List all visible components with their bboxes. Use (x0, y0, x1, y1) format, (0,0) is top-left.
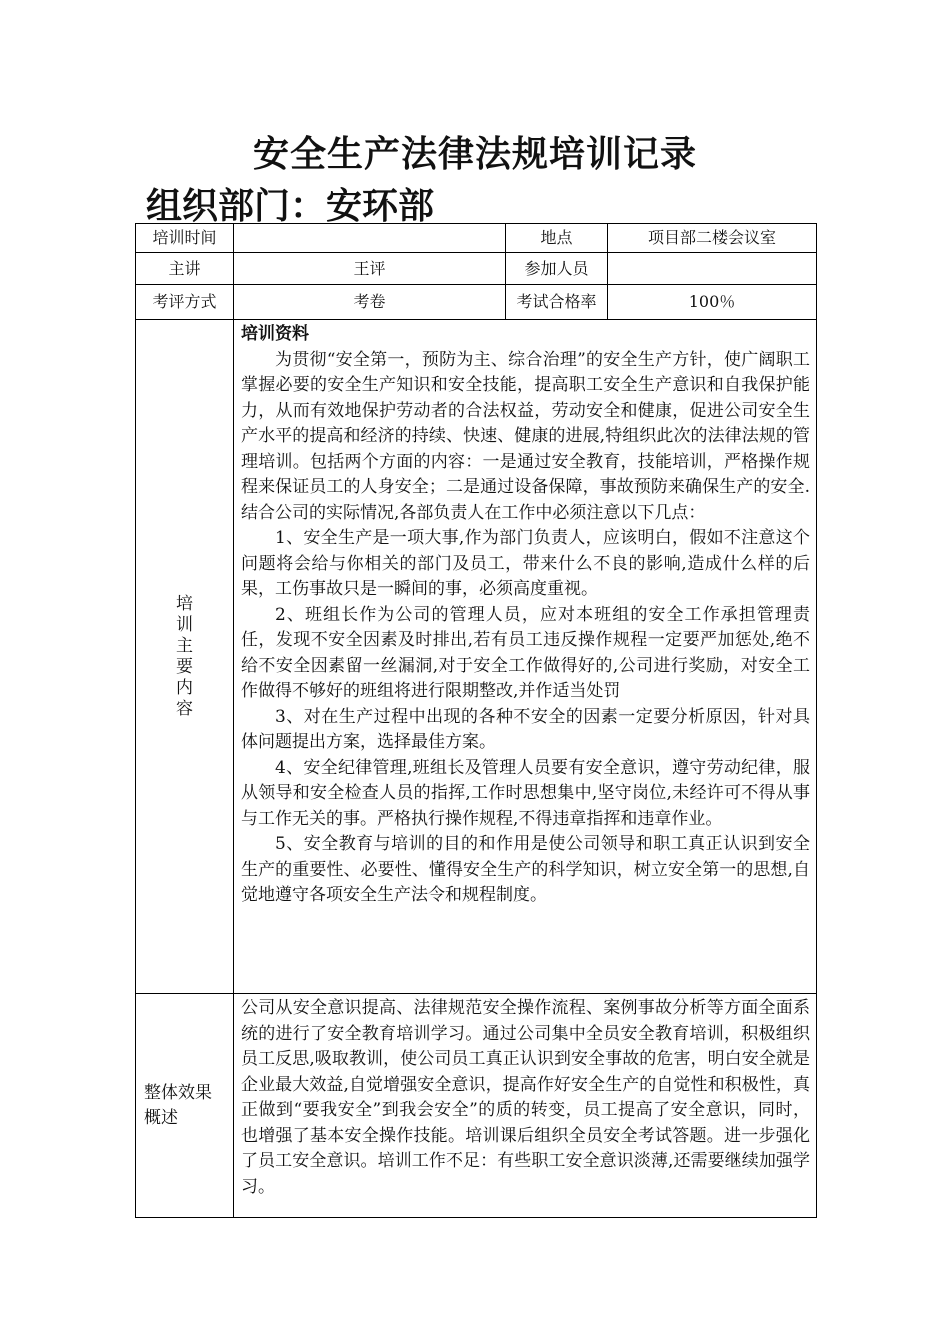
pass-rate-label: 考试合格率 (506, 285, 608, 320)
row-time-place (136, 224, 817, 253)
content-label-cell (136, 320, 234, 994)
content-paragraph: 2、班组长作为公司的管理人员，应对本班组的安全工作承担管理责任，发现不安全因素及时排出,若有员工违反操作规程一定要严加惩处,绝不给不安全因素留一丝漏洞,对于安全工作做得好的,公司进行奖励，对安全工作做得不够好的班组将进行限期整改,并作适当处罚 (241, 604, 810, 701)
summary-cell (234, 994, 817, 1218)
attendees-label: 参加人员 (506, 253, 608, 285)
speaker-label: 主讲 (136, 253, 234, 285)
content-paragraph: 4、安全纪律管理,班组长及管理人员要有安全意识，遵守劳动纪律，服从领导和安全检查人员的指挥,工作时思想集中,坚守岗位,未经许可不得从事与工作无关的事。严格执行操作规程,不得违章指挥和违章作业。 (241, 757, 810, 829)
content-label: 培训主要内容 (176, 593, 193, 719)
summary-label: 整体效果概述 (136, 994, 234, 1218)
time-value (234, 224, 506, 253)
content-paragraph: 为贯彻“安全第一，预防为主、综合治理”的安全生产方针，使广阔职工掌握必要的安全生产知识和安全技能，提高职工安全生产意识和自我保护能力，从而有效地保护劳动者的合法权益，劳动安全和健康，促进公司安全生产水平的提高和经济的持续、快速、健康的进展,特组织此次的法律法规的管理培训。包括两个方面的内容：一是通过安全教育，技能培训，严格操作规程来保证员工的人身安全；二是通过设备保障，事故预防来确保生产的安全.结合公司的实际情况,各部负责人在工作中必须注意以下几点： (241, 349, 810, 523)
page-title: 安全生产法律法规培训记录 (252, 133, 697, 175)
content-heading: 培训资料 (241, 324, 309, 344)
place-value: 项目部二楼会议室 (608, 224, 817, 253)
row-summary (136, 994, 817, 1218)
eval-value: 考卷 (234, 285, 506, 320)
summary-text: 公司从安全意识提高、法律规范安全操作流程、案例事故分析等方面全面系统的进行了安全教育培训学习。通过公司集中全员安全教育培训，积极组织员工反思,吸取教训，使公司员工真正认识到安全事故的危害，明白安全就是企业最大效益,自觉增强安全意识，提高作好安全生产的自觉性和积极性，真正做到“要我安全”到我会安全”的质的转变，员工提高了安全意识，同时，也增强了基本安全操作技能。培训课后组织全员安全考试答题。进一步强化了员工安全意识。培训工作不足：有些职工安全意识淡薄,还需要继续加强学习。 (241, 998, 810, 1197)
content-cell (234, 320, 817, 994)
place-label: 地点 (506, 224, 608, 253)
training-record-table (135, 223, 817, 1218)
content-paragraph: 3、对在生产过程中出现的各种不安全的因素一定要分析原因，针对具体问题提出方案，选择最佳方案。 (241, 706, 810, 752)
pass-rate-value: 100％ (608, 285, 817, 320)
content-paragraph: 5、安全教育与培训的目的和作用是使公司领导和职工真正认识到安全生产的重要性、必要性、懂得安全生产的科学知识，树立安全第一的思想,自觉地遵守各项安全生产法令和规程制度。 (241, 834, 810, 905)
row-evaluation (136, 285, 817, 320)
attendees-value (608, 253, 817, 285)
row-speaker (136, 253, 817, 285)
speaker-value: 王评 (234, 253, 506, 285)
row-content (136, 320, 817, 994)
organizing-department: 组织部门：安环部 (146, 185, 435, 227)
content-paragraph: 1、安全生产是一项大事,作为部门负责人，应该明白，假如不注意这个问题将会给与你相关的部门及员工，带来什么不良的影响,造成什么样的后果，工伤事故只是一瞬间的事，必须高度重视。 (241, 528, 810, 599)
eval-label: 考评方式 (136, 285, 234, 320)
time-label: 培训时间 (136, 224, 234, 253)
